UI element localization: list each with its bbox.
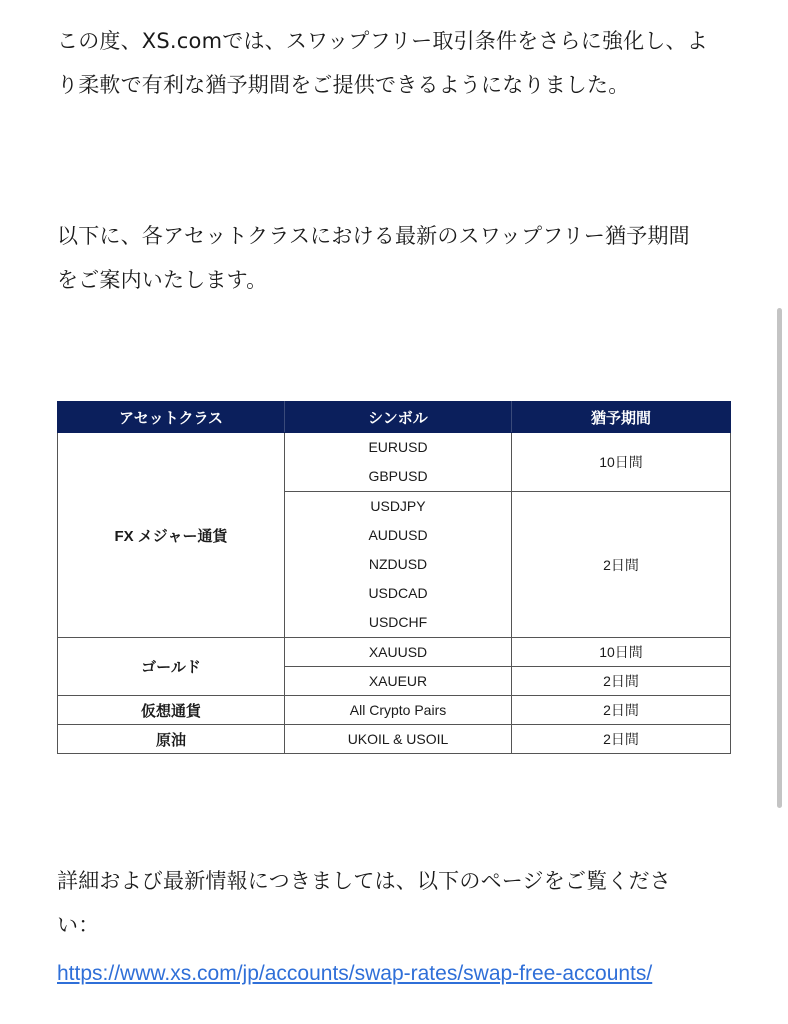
symbol: EURUSD	[368, 439, 428, 455]
asset-cell-crypto: 仮想通貨	[58, 696, 285, 725]
header-grace-period: 猶予期間	[512, 402, 731, 433]
symbol-cell: UKOIL & USOIL	[285, 725, 512, 754]
symbol-cell	[285, 433, 512, 492]
header-asset-class: アセットクラス	[58, 402, 285, 433]
table-row	[58, 638, 731, 667]
guide-line-1: 以下に、各アセットクラスにおける最新のスワップフリー猶予期間	[57, 224, 690, 248]
asset-cell-gold: ゴールド	[58, 638, 285, 696]
intro-line-1: この度、XS.comでは、スワップフリー取引条件をさらに強化し、よ	[57, 29, 708, 53]
period-cell: 10日間	[512, 433, 731, 492]
symbol: USDCHF	[368, 614, 428, 630]
guide-line-2: をご案内いたします。	[57, 268, 268, 292]
table-header-row	[58, 402, 731, 433]
period-cell: 2日間	[512, 696, 731, 725]
swap-free-accounts-link[interactable]: https://www.xs.com/jp/accounts/swap-rates/swap-free-accounts/	[57, 962, 653, 985]
header-symbol: シンボル	[285, 402, 512, 433]
symbol: USDCAD	[368, 585, 428, 601]
intro-line-2: り柔軟で有利な猶予期間をご提供できるようになりました。	[57, 73, 630, 97]
symbol-cell: XAUUSD	[285, 638, 512, 667]
details-paragraph	[57, 859, 737, 947]
symbol-cell: XAUEUR	[285, 667, 512, 696]
symbol: NZDUSD	[368, 556, 428, 572]
guide-paragraph	[57, 214, 737, 302]
symbol: AUDUSD	[368, 527, 428, 543]
period-cell: 2日間	[512, 725, 731, 754]
period-cell: 10日間	[512, 638, 731, 667]
grace-period-table	[57, 401, 731, 754]
symbol: GBPUSD	[368, 468, 428, 484]
details-line-1: 詳細および最新情報につきましては、以下のページをご覧くださ	[57, 869, 671, 893]
details-line-2: い：	[57, 913, 100, 937]
table-row	[58, 725, 731, 754]
table-row	[58, 433, 731, 492]
period-cell: 2日間	[512, 492, 731, 638]
vertical-scrollbar[interactable]	[777, 308, 782, 808]
symbol-cell: All Crypto Pairs	[285, 696, 512, 725]
symbol-cell	[285, 492, 512, 638]
asset-cell-fx: FX メジャー通貨	[58, 433, 285, 638]
table-row	[58, 696, 731, 725]
symbol: USDJPY	[370, 498, 426, 514]
asset-cell-oil: 原油	[58, 725, 285, 754]
period-cell: 2日間	[512, 667, 731, 696]
intro-paragraph	[57, 19, 737, 107]
